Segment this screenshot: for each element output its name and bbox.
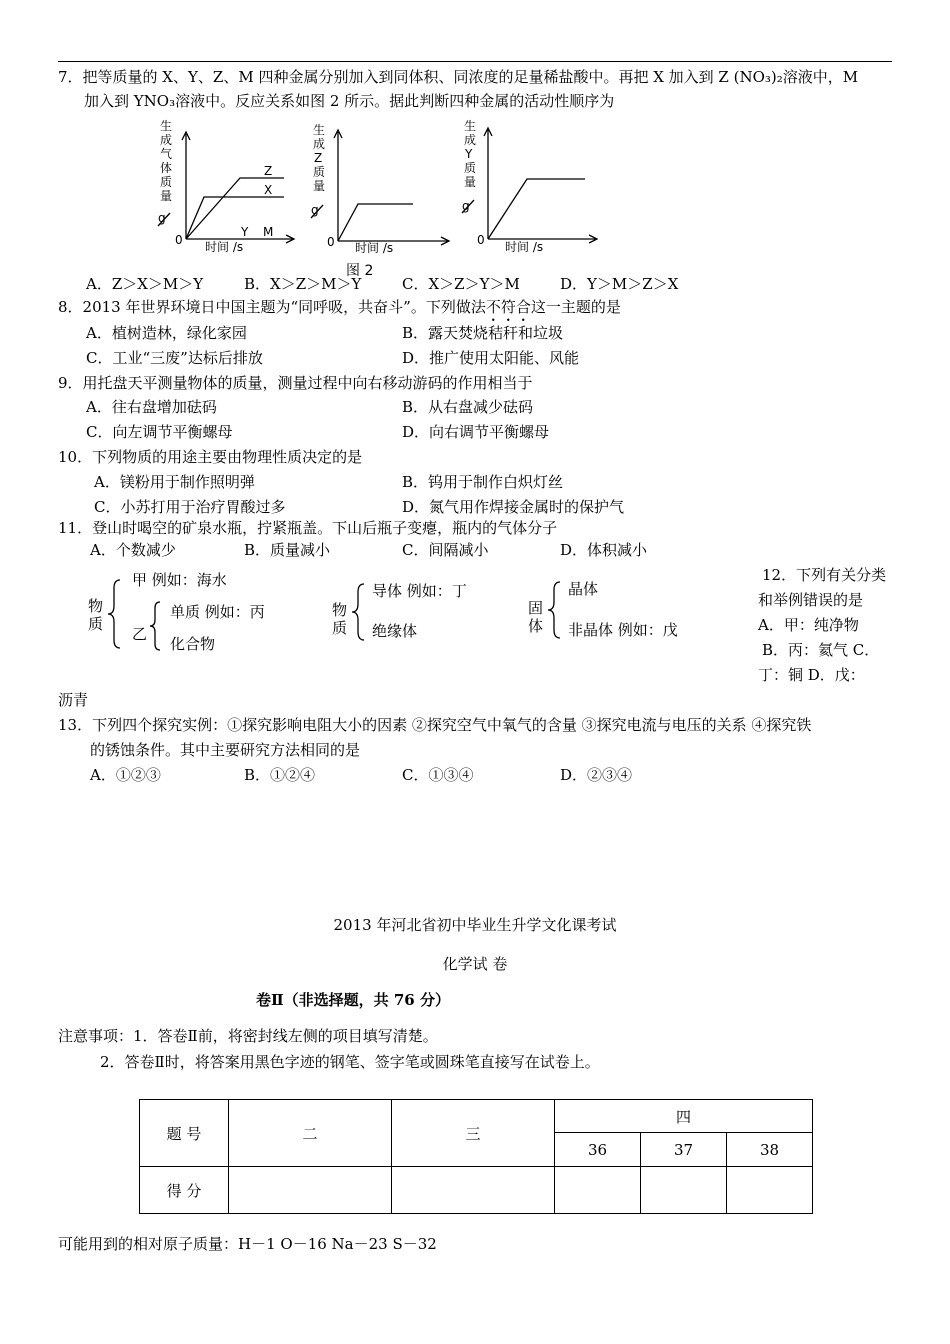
q12-d2-jueyuanti: 绝缘体 <box>372 622 418 640</box>
q12-d1-sub-brace-icon <box>148 598 170 654</box>
q7-option-d: D．Y＞M＞Z＞X <box>560 275 679 293</box>
score-cell-37[interactable] <box>641 1167 727 1214</box>
q10-option-d: D．氮气用作焊接金属时的保护气 <box>402 498 625 516</box>
q7-graph1-ylabel-5: 量 <box>160 189 173 203</box>
q10-stem: 10．下列物质的用途主要由物理性质决定的是 <box>58 448 363 466</box>
q12-d1-yi: 乙 <box>132 625 148 643</box>
q7-graph2-xlabel: 时间 /s <box>355 241 394 255</box>
score-table-row-defen: 得 分 <box>140 1167 229 1214</box>
part2-section-heading: 卷Ⅱ（非选择题，共 76 分） <box>256 991 450 1009</box>
q7-graph2-ylabel-0: 生 <box>313 123 326 137</box>
q7-graph2-ylabel-4: 量 <box>313 179 326 193</box>
q12-d3-root-0: 固 <box>528 599 544 617</box>
score-cell-er[interactable] <box>229 1167 392 1214</box>
score-table-header-er: 二 <box>229 1100 392 1167</box>
q7-graph1-label-m: M <box>263 225 274 239</box>
q7-graph1-label-y: Y <box>241 225 249 239</box>
q9-option-b: B．从右盘减少砝码 <box>402 398 534 416</box>
score-table-header-36: 36 <box>555 1133 641 1167</box>
q7-figure-caption: 图 2 <box>346 263 374 279</box>
score-cell-san[interactable] <box>392 1167 555 1214</box>
q10-option-a: A．镁粉用于制作照明弹 <box>94 473 255 491</box>
q12-d3-root-1: 体 <box>528 617 544 635</box>
q12-d1-danzhi: 单质 例如：丙 <box>170 603 265 621</box>
q12-option-a: A．甲：纯净物 <box>758 616 859 634</box>
q12-d1-jia: 甲 例如：海水 <box>132 571 227 589</box>
score-cell-36[interactable] <box>555 1167 641 1214</box>
q13-option-a: A．①②③ <box>90 766 161 784</box>
score-table-header-38: 38 <box>727 1133 813 1167</box>
top-rule <box>58 61 892 62</box>
q7-graph1-ylabel-0: 生 <box>160 119 173 133</box>
q12-d3-feijingti: 非晶体 例如：戊 <box>568 621 678 639</box>
q8-option-b: B．露天焚烧秸秆和垃圾 <box>402 324 564 342</box>
q11-option-c: C．间隔减小 <box>402 541 489 559</box>
q7-graph2-origin: 0 <box>327 235 335 249</box>
q7-graph1-ylabel-2: 气 <box>160 147 173 161</box>
q7-graph3-ylabel-2: Y <box>465 147 473 161</box>
q7-graph2-ylabel-3: 质 <box>313 165 326 179</box>
q11-option-a: A．个数减少 <box>90 541 176 559</box>
q12-diagram-2 <box>332 578 522 648</box>
q9-stem: 9．用托盘天平测量物体的质量，测量过程中向右移动游码的作用相当于 <box>58 374 533 392</box>
q7-stem-line2: 加入到 YNO₃溶液中。反应关系如图 2 所示。据此判断四种金属的活动性顺序为 <box>84 92 615 110</box>
q10-option-b: B．钨用于制作白炽灯丝 <box>402 473 564 491</box>
q8-stem <box>58 297 621 325</box>
q11-option-d: D．体积减小 <box>560 541 648 559</box>
q13-stem-line1: 13．下列四个探究实例：①探究影响电阻大小的因素 ②探究空气中氧气的含量 ③探究电流与电压的关系 ④探究铁 <box>58 716 812 734</box>
score-table-header-37: 37 <box>641 1133 727 1167</box>
q12-option-c: 丁：铜 D．戊： <box>758 666 865 684</box>
q7-graph2-ylabel-2: Z <box>314 151 323 165</box>
score-table <box>139 1099 813 1214</box>
q7-graph-2 <box>305 118 455 258</box>
q7-graph1-ylabel-6: g <box>158 211 166 225</box>
q7-option-b: B．X＞Z＞M＞Y <box>244 275 362 293</box>
q13-option-c: C．①③④ <box>402 766 474 784</box>
q9-option-d: D．向右调节平衡螺母 <box>402 423 550 441</box>
q7-graph3-ylabel-0: 生 <box>464 119 477 133</box>
q7-graph3-origin: 0 <box>477 233 485 247</box>
q12-d2-daoti: 导体 例如：丁 <box>372 582 467 600</box>
q8-option-d: D．推广使用太阳能、风能 <box>402 349 580 367</box>
q12-option-d-tail: 沥青 <box>58 691 89 709</box>
part2-note-2: 2．答卷Ⅱ时，将答案用黑色字迹的钢笔、签字笔或圆珠笔直接写在试卷上。 <box>100 1053 600 1071</box>
q13-option-b: B．①②④ <box>244 766 316 784</box>
q12-d2-root-0: 物 <box>332 601 348 619</box>
q7-option-c: C．X＞Z＞Y＞M <box>402 275 520 293</box>
q7-graph-1 <box>150 118 300 258</box>
q10-option-c: C．小苏打用于治疗胃酸过多 <box>94 498 286 516</box>
q13-stem-line2: 的锈蚀条件。其中主要研究方法相同的是 <box>90 741 361 759</box>
q7-graph1-xlabel: 时间 /s <box>205 240 244 254</box>
q7-graph3-ylabel-4: 量 <box>464 175 477 189</box>
q8-stem-post: 这一主题的是 <box>530 298 621 316</box>
q8-option-c: C．工业“三废”达标后排放 <box>86 349 263 367</box>
q7-graph3-xlabel: 时间 /s <box>505 240 544 254</box>
q7-graph2-ylabel-1: 成 <box>313 137 326 151</box>
q8-option-a: A．植树造林，绿化家园 <box>86 324 247 342</box>
q7-graph3-ylabel-3: 质 <box>464 161 477 175</box>
q13-option-d: D．②③④ <box>560 766 633 784</box>
q12-diagram-3 <box>526 578 726 648</box>
part2-subtitle: 化学试 卷 <box>442 955 508 973</box>
q12-d2-brace-icon <box>350 580 374 644</box>
q12-diagram-1 <box>86 568 326 658</box>
q7-graph1-ylabel-1: 成 <box>160 133 173 147</box>
part2-exam-title: 2013 年河北省初中毕业生升学文化课考试 <box>333 916 617 934</box>
q12-stem-line1: 12．下列有关分类 <box>762 566 887 584</box>
q7-graph1-label-x: X <box>264 183 273 197</box>
q7-graph3-ylabel-5: g <box>462 199 470 213</box>
part2-note-1: 注意事项：1．答卷Ⅱ前，将密封线左侧的项目填写清楚。 <box>58 1027 438 1045</box>
q12-option-b: B．丙：氦气 C． <box>762 641 880 659</box>
q7-graph-3 <box>455 118 605 258</box>
q7-stem-line1: 7．把等质量的 X、Y、Z、M 四种金属分别加入到同体积、同浓度的足量稀盐酸中。再把 X 加入到 Z (NO₃)₂溶液中，M <box>58 68 859 86</box>
q12-d3-brace-icon <box>546 578 570 642</box>
q7-graph1-origin: 0 <box>175 233 183 247</box>
q12-d1-root-0: 物 <box>88 597 104 615</box>
q12-d1-root-1: 质 <box>88 615 104 633</box>
q11-stem: 11．登山时喝空的矿泉水瓶，拧紧瓶盖。下山后瓶子变瘪，瓶内的气体分子 <box>58 519 558 537</box>
score-cell-38[interactable] <box>727 1167 813 1214</box>
q12-d2-root-1: 质 <box>332 619 348 637</box>
q8-stem-pre: 8．2013 年世界环境日中国主题为“同呼吸，共奋斗”。下列做法 <box>58 298 486 316</box>
q9-option-c: C．向左调节平衡螺母 <box>86 423 233 441</box>
q7-graph1-label-z: Z <box>264 164 273 178</box>
score-table-header-tihao: 题 号 <box>140 1100 229 1167</box>
q9-option-a: A．往右盘增加砝码 <box>86 398 217 416</box>
q11-option-b: B．质量减小 <box>244 541 331 559</box>
q12-d1-huahewu: 化合物 <box>170 635 216 653</box>
score-table-header-si: 四 <box>555 1100 813 1133</box>
score-table-header-san: 三 <box>392 1100 555 1167</box>
q8-stem-emphasis: 不符合 <box>485 298 531 316</box>
q7-graph1-ylabel-3: 体 <box>160 161 173 175</box>
q7-graph3-ylabel-1: 成 <box>464 133 477 147</box>
atomic-mass-note: 可能用到的相对原子质量：H－1 O－16 Na－23 S－32 <box>58 1235 437 1253</box>
q12-d3-jingti: 晶体 <box>568 580 599 598</box>
q7-graph1-ylabel-4: 质 <box>160 175 173 189</box>
q7-graph2-ylabel-5: g <box>311 203 319 217</box>
q7-option-a: A．Z＞X＞M＞Y <box>86 275 204 293</box>
q12-stem-line2: 和举例错误的是 <box>758 591 864 609</box>
